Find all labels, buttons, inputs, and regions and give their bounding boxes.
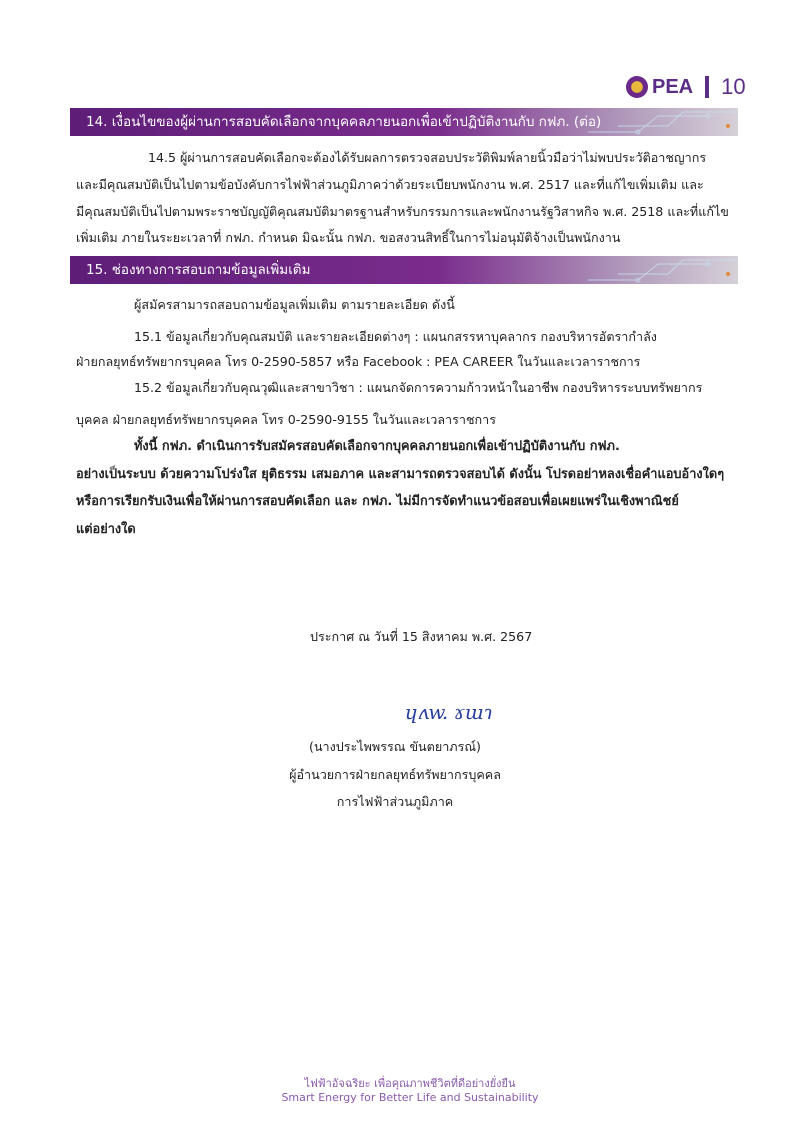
section-15-heading: 15. ช่องทางการสอบถามข้อมูลเพิ่มเติม bbox=[86, 262, 311, 278]
paragraph-line: และมีคุณสมบัติเป็นไปตามข้อบังคับการไฟฟ้าส่วนภูมิภาคว่าด้วยระเบียบพนักงาน พ.ศ. 2517 และที่แก้ไขเพิ่มเติม และ bbox=[76, 177, 704, 192]
handwritten-signature: ɥʌw. ɤɯɿ bbox=[405, 700, 493, 724]
notice-line: หรือการเรียกรับเงินเพื่อให้ผ่านการสอบคัดเลือก และ กฟภ. ไม่มีการจัดทำแนวข้อสอบเพื่อเผยแพร่ในเชิงพาณิชย์ bbox=[76, 494, 679, 509]
paragraph-line: ฝ่ายกลยุทธ์ทรัพยากรบุคคล โทร 0-2590-5857 หรือ Facebook : PEA CAREER ในวันและเวลาราชการ bbox=[76, 354, 641, 369]
announcement-date: ประกาศ ณ วันที่ 15 สิงหาคม พ.ศ. 2567 bbox=[310, 629, 533, 644]
page-number: 10 bbox=[721, 74, 746, 99]
footer-slogan-thai: ไฟฟ้าอัจฉริยะ เพื่อคุณภาพชีวิตที่ดีอย่างยั่งยืน bbox=[304, 1077, 516, 1090]
notice-line: แต่อย่างใด bbox=[76, 522, 136, 537]
logo-text: PEA bbox=[652, 75, 694, 98]
paragraph-line: บุคคล ฝ่ายกลยุทธ์ทรัพยากรบุคคล โทร 0-2590-9155 ในวันและเวลาราชการ bbox=[76, 412, 496, 427]
section-15-heading-bar bbox=[70, 256, 738, 284]
section-14-heading: 14. เงื่อนไขของผู้ผ่านการสอบคัดเลือกจากบุคคลภายนอกเพื่อเข้าปฏิบัติงานกับ กฟภ. (ต่อ) bbox=[86, 114, 602, 130]
footer-slogan-english: Smart Energy for Better Life and Sustainability bbox=[281, 1091, 539, 1104]
paragraph-line: 14.5 ผู้ผ่านการสอบคัดเลือกจะต้องได้รับผลการตรวจสอบประวัติพิมพ์ลายนิ้วมือว่าไม่พบประวัติอาชญากร bbox=[148, 150, 707, 165]
paragraph-line: เพิ่มเติม ภายในระยะเวลาที่ กฟภ. กำหนด มิฉะนั้น กฟภ. ขอสงวนสิทธิ์ในการไม่อนุมัติจ้างเป็นพนักงาน bbox=[76, 230, 621, 245]
paragraph-line: 15.2 ข้อมูลเกี่ยวกับคุณวุฒิและสาขาวิชา : แผนกจัดการความก้าวหน้าในอาชีพ กองบริหารระบบทรัพยากร bbox=[134, 380, 703, 395]
paragraph-line: 15.1 ข้อมูลเกี่ยวกับคุณสมบัติ และรายละเอียดต่างๆ : แผนกสรรหาบุคลากร กองบริหารอัตรากำลัง bbox=[134, 329, 657, 344]
signatory-name: (นางประไพพรรณ ขันตยาภรณ์) bbox=[309, 739, 481, 754]
divider bbox=[705, 76, 709, 98]
pea-logo bbox=[626, 74, 746, 100]
signatory-organization: การไฟฟ้าส่วนภูมิภาค bbox=[336, 794, 454, 809]
circuit-decoration-icon bbox=[578, 108, 738, 136]
circuit-decoration-icon bbox=[578, 256, 738, 284]
signatory-position: ผู้อำนวยการฝ่ายกลยุทธ์ทรัพยากรบุคคล bbox=[289, 767, 501, 782]
section-14-heading-bar bbox=[70, 108, 738, 136]
notice-line: ทั้งนี้ กฟภ. ดำเนินการรับสมัครสอบคัดเลือกจากบุคคลภายนอกเพื่อเข้าปฏิบัติงานกับ กฟภ. bbox=[134, 439, 620, 454]
notice-line: อย่างเป็นระบบ ด้วยความโปร่งใส ยุติธรรม เสมอภาค และสามารถตรวจสอบได้ ดังนั้น โปรดอย่าหลงเชื่อคำแอบอ้างใดๆ bbox=[76, 467, 725, 482]
paragraph-line: ผู้สมัครสามารถสอบถามข้อมูลเพิ่มเติม ตามรายละเอียด ดังนี้ bbox=[134, 297, 455, 312]
paragraph-line: มีคุณสมบัติเป็นไปตามพระราชบัญญัติคุณสมบัติมาตรฐานสำหรับกรรมการและพนักงานรัฐวิสาหกิจ พ.ศ. 2518 และที่แก้ไข bbox=[76, 204, 729, 219]
pea-seal-icon bbox=[626, 76, 648, 98]
